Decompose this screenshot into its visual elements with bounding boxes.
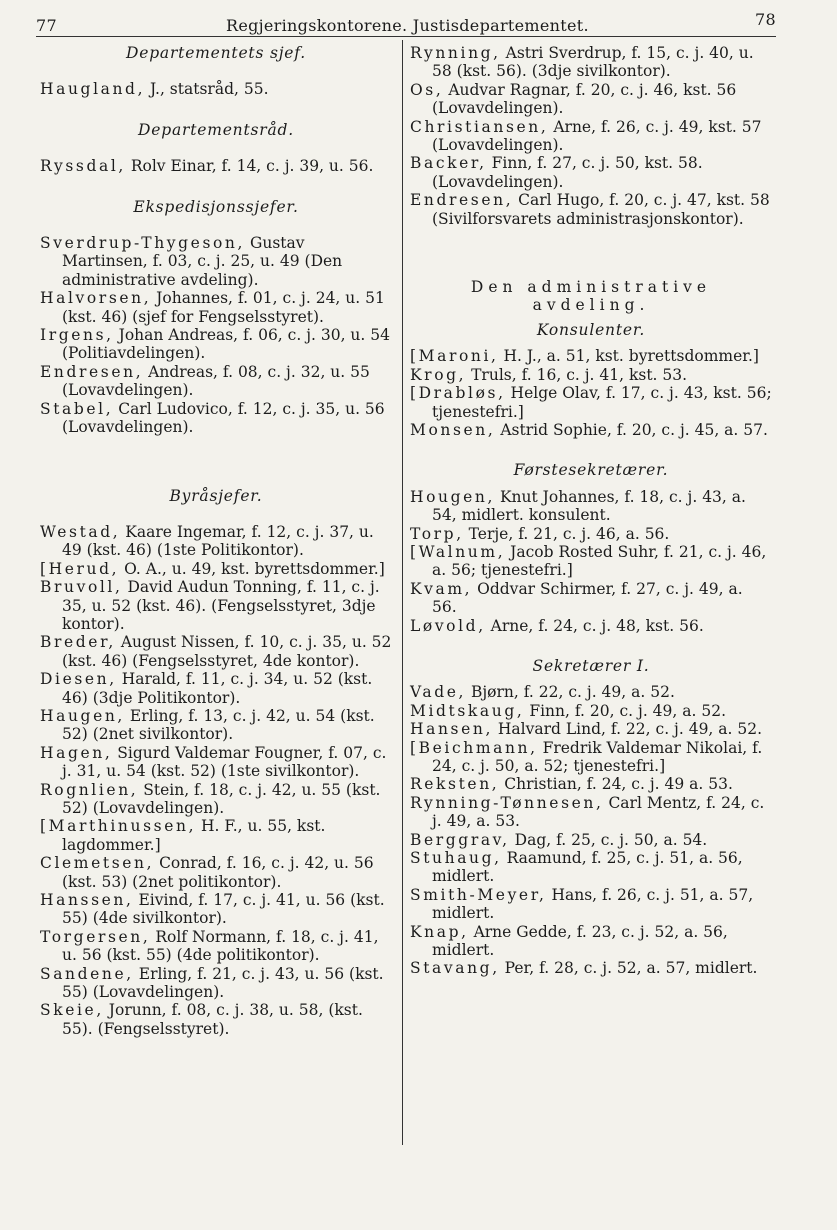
list-item (410, 154, 772, 191)
person-details: Bjørn, f. 22, c. j. 49, a. 52. (466, 683, 675, 702)
person-surname: Stabel, (40, 399, 114, 418)
list-item (40, 80, 392, 98)
person-details: Finn, f. 27, c. j. 50, kst. 58. (Lovavdelingen). (432, 154, 703, 191)
person-details: Arne, f. 24, c. j. 48, kst. 56. (485, 616, 704, 635)
person-details: H. J., a. 51, kst. byrettsdommer.] (498, 347, 759, 366)
department-title: Den administrative avdeling. (470, 278, 712, 315)
entry-list (410, 488, 772, 635)
list-item (410, 959, 772, 977)
section-title: Konsulenter. (536, 320, 646, 339)
person-surname: Os, (410, 80, 444, 99)
list-item (410, 81, 772, 118)
page-number-right: 78 (755, 10, 776, 29)
list-item (410, 118, 772, 155)
section-title: Departementsråd. (138, 120, 294, 139)
person-details: Hans, f. 26, c. j. 51, a. 57, midlert. (432, 885, 754, 923)
person-surname: Hougen, (410, 487, 496, 506)
section-title: Byråsjefer. (169, 486, 263, 505)
person-surname: [Herud, (40, 559, 120, 578)
person-surname: Bruvoll, (40, 578, 123, 597)
person-details: Eivind, f. 17, c. j. 41, u. 56 (kst. 55) (4de sivilkontor). (62, 891, 385, 928)
person-surname: Haugland, (40, 80, 146, 99)
person-details: Gustav Martinsen, f. 03, c. j. 25, u. 49 (Den administrative avdeling). (62, 234, 343, 289)
entry-list (410, 683, 772, 978)
list-item (40, 578, 392, 633)
entry-list (40, 157, 392, 175)
person-details: David Audun Tonning, f. 11, c. j. 35, u. 52 (kst. 46). (Fengselsstyret, 3dje kontor). (62, 578, 380, 633)
list-item (410, 617, 772, 635)
person-details: Conrad, f. 16, c. j. 42, u. 56 (kst. 53) (2net politikontor). (62, 854, 374, 891)
person-details: Helge Olav, f. 17, c. j. 43, kst. 56; tjenestefri.] (432, 384, 772, 421)
person-surname: Breder, (40, 633, 116, 652)
person-surname: Torgersen, (40, 927, 151, 946)
person-surname: Løvold, (410, 616, 486, 635)
person-details: Astrid Sophie, f. 20, c. j. 45, a. 57. (495, 420, 768, 439)
person-details: Christian, f. 24, c. j. 49 a. 53. (499, 775, 733, 794)
list-item (410, 347, 772, 365)
person-details: August Nissen, f. 10, c. j. 35, u. 52 (kst. 46) (Fengselsstyret, 4de kontor). (62, 633, 392, 670)
person-details: Per, f. 28, c. j. 52, a. 57, midlert. (499, 959, 758, 978)
page-header (36, 6, 776, 36)
list-item (410, 525, 772, 543)
person-details: Terje, f. 21, c. j. 46, a. 56. (463, 524, 670, 543)
list-item (410, 366, 772, 384)
person-surname: Reksten, (410, 775, 500, 794)
person-surname: Stuhaug, (410, 849, 502, 868)
section-title: Sekretærer I. (532, 656, 650, 675)
list-item (40, 234, 392, 289)
list-item (410, 702, 772, 720)
entry-list (40, 523, 392, 1038)
person-details: Rolf Normann, f. 18, c. j. 41, u. 56 (kst. 55) (4de politikontor). (62, 927, 379, 965)
section-title: Førstesekretærer. (513, 461, 669, 480)
person-details: Andreas, f. 08, c. j. 32, u. 55 (Lovavdelingen). (62, 362, 370, 400)
list-item (410, 683, 772, 701)
person-surname: Rynning-Tønnesen, (410, 793, 604, 812)
running-title: Regjeringskontorene. Justisdepartementet. (226, 16, 589, 35)
list-item (410, 794, 772, 831)
person-surname: [Marthinussen, (40, 817, 197, 836)
person-surname: Rynning, (410, 44, 501, 62)
person-details: J., statsråd, 55. (145, 80, 269, 99)
list-item (40, 965, 392, 1002)
list-item (410, 923, 772, 960)
list-item (410, 580, 772, 617)
list-item (40, 560, 392, 578)
person-details: Johan Andreas, f. 06, c. j. 30, u. 54 (Politiavdelingen). (62, 326, 390, 363)
list-item (410, 44, 772, 81)
person-surname: [Drabløs, (410, 384, 506, 403)
person-details: Jacob Rosted Suhr, f. 21, c. j. 46, a. 56; tjenestefri.] (432, 542, 767, 580)
person-surname: Knap, (410, 922, 469, 941)
person-details: O. A., u. 49, kst. byrettsdommer.] (119, 559, 385, 578)
person-surname: Sandene, (40, 964, 134, 983)
list-item (410, 720, 772, 738)
list-item (40, 707, 392, 744)
person-details: Astri Sverdrup, f. 15, c. j. 40, u. 58 (kst. 56). (3dje sivilkontor). (432, 44, 754, 81)
list-item (410, 384, 772, 421)
person-surname: [Beichmann, (410, 738, 538, 757)
list-item (40, 523, 392, 560)
person-surname: Kvam, (410, 579, 473, 598)
person-details: Kaare Ingemar, f. 12, c. j. 37, u. 49 (kst. 46) (1ste Politikontor). (62, 522, 374, 560)
person-details: Halvard Lind, f. 22, c. j. 49, a. 52. (492, 720, 763, 739)
person-details: Harald, f. 11, c. j. 34, u. 52 (kst. 46) (3dje Politikontor). (62, 670, 373, 707)
person-details: Fredrik Valdemar Nikolai, f. 24, c. j. 50, a. 52; tjenestefri.] (432, 738, 763, 775)
list-item (40, 744, 392, 781)
person-surname: Irgens, (40, 326, 114, 345)
page-number-left: 77 (36, 16, 57, 35)
list-item (40, 891, 392, 928)
person-surname: Berggrav, (410, 830, 510, 849)
person-details: Truls, f. 16, c. j. 41, kst. 53. (466, 365, 688, 384)
list-item (40, 289, 392, 326)
list-item (40, 157, 392, 175)
entry-list (40, 234, 392, 436)
header-rule (36, 36, 776, 37)
person-surname: Diesen, (40, 670, 117, 689)
person-surname: Christiansen, (410, 117, 549, 136)
person-details: Johannes, f. 01, c. j. 24, u. 51 (kst. 46) (sjef for Fengselsstyret). (62, 289, 385, 326)
list-item (40, 817, 392, 854)
person-details: Sigurd Valdemar Fougner, f. 07, c. j. 31, u. 54 (kst. 52) (1ste sivilkontor). (62, 743, 387, 781)
list-item (410, 421, 772, 439)
person-surname: Monsen, (410, 420, 496, 439)
person-surname: Backer, (410, 154, 487, 173)
person-details: Arne, f. 26, c. j. 49, kst. 57 (Lovavdelingen). (432, 117, 762, 155)
right-column (410, 44, 772, 978)
person-details: Carl Hugo, f. 20, c. j. 47, kst. 58 (Sivilforsvarets administrasjonskontor). (432, 191, 770, 228)
list-item (40, 1001, 392, 1038)
person-details: Finn, f. 20, c. j. 49, a. 52. (524, 701, 726, 720)
person-details: Knut Johannes, f. 18, c. j. 43, a. 54, midlert. konsulent. (432, 487, 746, 525)
person-surname: Stavang, (410, 959, 500, 978)
entry-list (410, 44, 772, 228)
list-item (40, 781, 392, 818)
section-title: Departementets sjef. (126, 44, 306, 62)
list-item (410, 739, 772, 776)
person-details: Audvar Ragnar, f. 20, c. j. 46, kst. 56 (Lovavdelingen). (432, 80, 737, 118)
person-surname: Hagen, (40, 743, 113, 762)
person-details: Carl Ludovico, f. 12, c. j. 35, u. 56 (Lovavdelingen). (62, 399, 385, 437)
entry-list (40, 80, 392, 98)
list-item (40, 670, 392, 707)
list-item (410, 849, 772, 886)
left-column (40, 44, 392, 1038)
list-item (40, 633, 392, 670)
list-item (410, 543, 772, 580)
entry-list (410, 347, 772, 439)
list-item (410, 191, 772, 228)
person-surname: Hansen, (410, 720, 493, 739)
person-details: Jorunn, f. 08, c. j. 38, u. 58, (kst. 55). (Fengselsstyret). (62, 1001, 363, 1038)
person-details: Rolv Einar, f. 14, c. j. 39, u. 56. (125, 157, 374, 176)
person-details: Dag, f. 25, c. j. 50, a. 54. (509, 830, 708, 849)
person-surname: Halvorsen, (40, 289, 152, 308)
person-details: Carl Mentz, f. 24, c. j. 49, a. 53. (432, 793, 765, 831)
person-details: Erling, f. 21, c. j. 43, u. 56 (kst. 55) (Lovavdelingen). (62, 964, 384, 1002)
person-surname: Vade, (410, 683, 467, 702)
person-surname: [Walnum, (410, 542, 506, 561)
list-item (410, 775, 772, 793)
person-surname: Midtskaug, (410, 701, 525, 720)
person-details: Stein, f. 18, c. j. 42, u. 55 (kst. 52) (Lovavdelingen). (62, 780, 381, 817)
person-surname: Haugen, (40, 706, 125, 725)
person-surname: Endresen, (410, 191, 514, 210)
person-surname: Smith-Meyer, (410, 885, 547, 904)
person-details: Raamund, f. 25, c. j. 51, a. 56, midlert. (432, 849, 743, 886)
person-surname: Krog, (410, 365, 467, 384)
person-surname: Clemetsen, (40, 854, 155, 873)
person-surname: Rognlien, (40, 780, 139, 799)
person-surname: Sverdrup-Thygeson, (40, 234, 246, 253)
person-surname: [Maroni, (410, 347, 499, 366)
list-item (410, 831, 772, 849)
list-item (40, 928, 392, 965)
person-details: H. F., u. 55, kst. lagdommer.] (62, 817, 326, 854)
list-item (410, 488, 772, 525)
person-surname: Endresen, (40, 362, 144, 381)
list-item (410, 886, 772, 923)
person-surname: Hanssen, (40, 891, 134, 910)
list-item (40, 400, 392, 437)
person-surname: Torp, (410, 524, 464, 543)
person-surname: Westad, (40, 522, 121, 541)
list-item (40, 326, 392, 363)
person-details: Oddvar Schirmer, f. 27, c. j. 49, a. 56. (432, 579, 743, 617)
list-item (40, 363, 392, 400)
person-details: Arne Gedde, f. 23, c. j. 52, a. 56, midlert. (432, 922, 728, 960)
column-divider (402, 40, 403, 1145)
person-details: Erling, f. 13, c. j. 42, u. 54 (kst. 52) (2net sivilkontor). (62, 706, 375, 744)
section-title: Ekspedisjonssjefer. (133, 197, 299, 216)
person-surname: Ryssdal, (40, 157, 126, 176)
person-surname: Skeie, (40, 1001, 104, 1020)
list-item (40, 854, 392, 891)
